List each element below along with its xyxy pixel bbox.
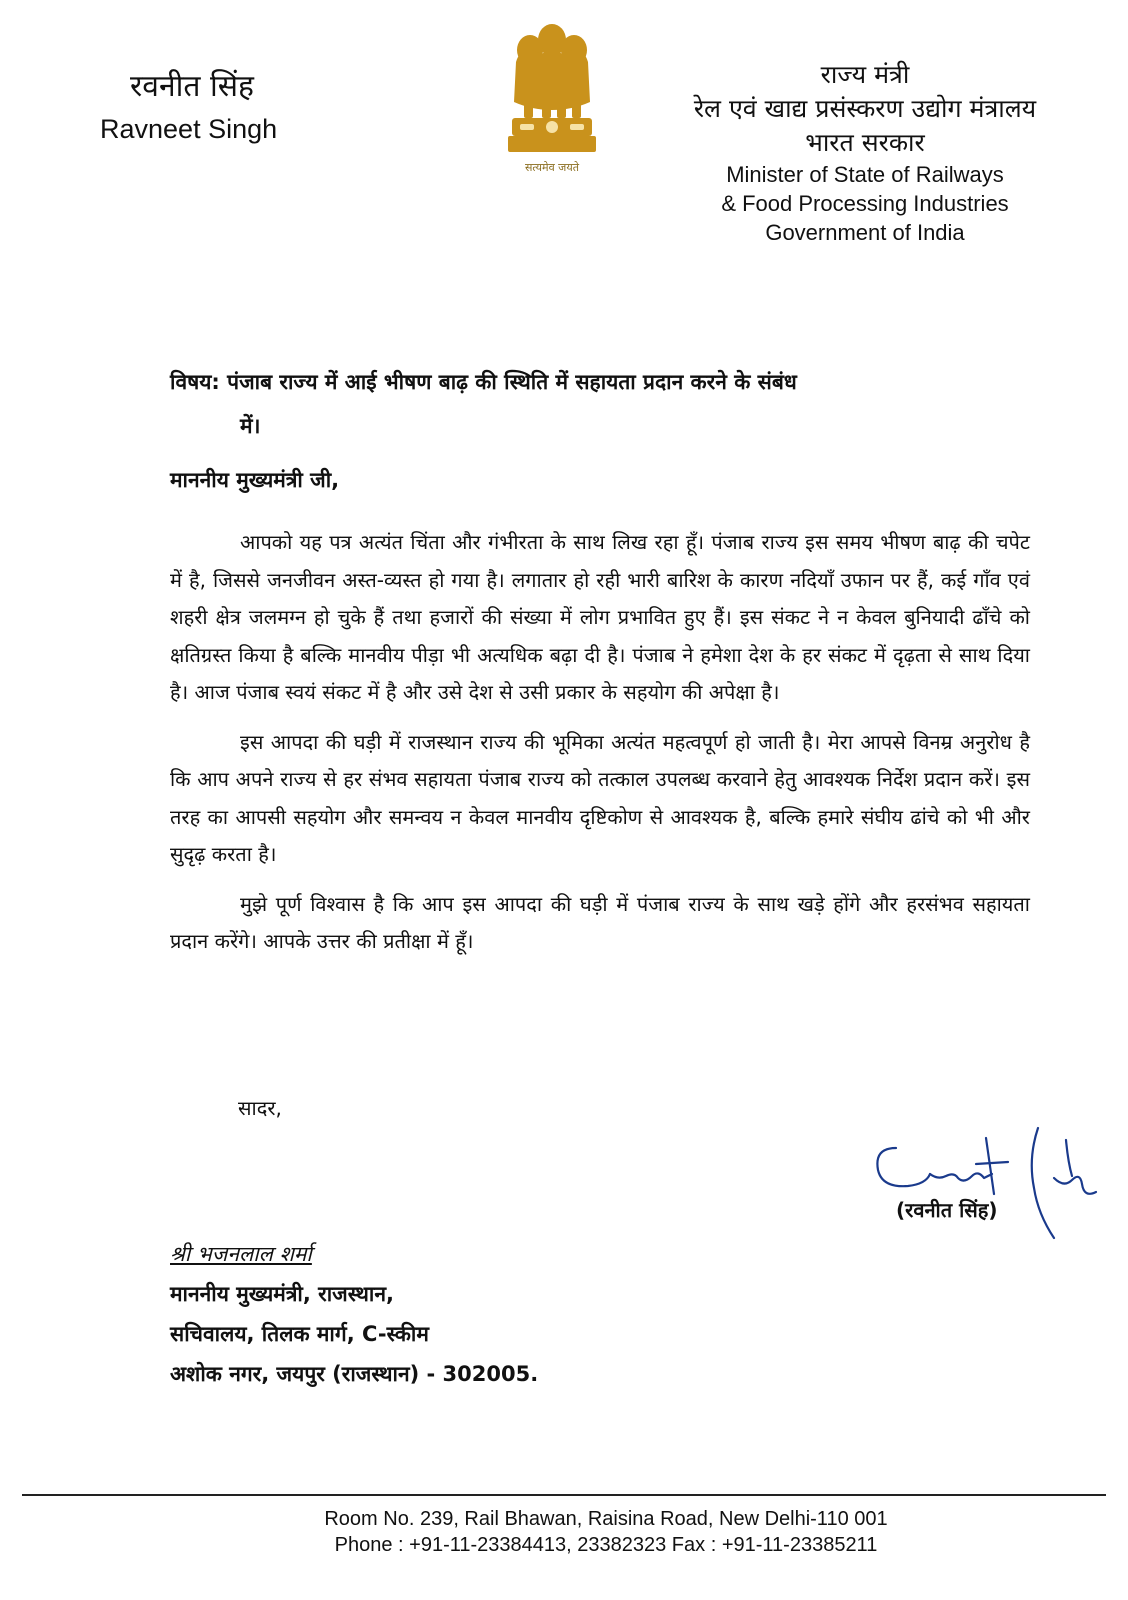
subject-line-2: में। — [240, 414, 261, 438]
recipient-line-1: माननीय मुख्यमंत्री, राजस्थान, — [170, 1282, 394, 1306]
designation-hindi-3: भारत सरकार — [805, 128, 925, 157]
sender-name-hindi: रवनीत सिंह — [130, 69, 254, 104]
signature-icon — [868, 1118, 1108, 1248]
footer-address: Room No. 239, Rail Bhawan, Raisina Road, New Delhi-110 001 — [324, 1508, 888, 1530]
designation-english-1: Minister of State of Railways — [726, 162, 1004, 187]
paragraph-1: आपको यह पत्र अत्यंत चिंता और गंभीरता के साथ लिख रहा हूँ। पंजाब राज्य इस समय भीषण बाढ़ की चपेट में है, जिससे जनजीवन अस्त-व्यस्त हो गया है। लगातार हो रही भारी बारिश के कारण नदियाँ उफान पर हैं, कई गाँव एवं शहरी क्षेत्र जलमग्न हो चुके हैं तथा हजारों की संख्या में लोग प्रभावित हुए हैं। इस संकट ने न केवल बुनियादी ढाँचे को क्षतिग्रस्त किया है बल्कि मानवीय पीड़ा भी अत्यधिक बढ़ा दी है। पंजाब ने हमेशा देश के हर संकट में दृढ़ता से साथ दिया है। आज पंजाब स्वयं संकट में है और उसे देश से उसी प्रकार के सहयोग की अपेक्षा है। — [170, 530, 1030, 704]
letter-subject — [170, 360, 1030, 448]
designation-block — [660, 58, 1070, 247]
paragraph-2: इस आपदा की घड़ी में राजस्थान राज्य की भूमिका अत्यंत महत्वपूर्ण हो जाती है। मेरा आपसे विनम्र अनुरोध है कि आप अपने राज्य से हर संभव सहायता पंजाब राज्य को तत्काल उपलब्ध करवाने हेतु आवश्यक निर्देश प्रदान करें। इस तरह का आपसी सहयोग और समन्वय न केवल मानवीय दृष्टिकोण से आवश्यक है, बल्कि हमारे संघीय ढांचे को भी और सुदृढ़ करता है। — [170, 729, 1030, 866]
handwritten-signature — [868, 1118, 1108, 1248]
designation-hindi-1: राज्य मंत्री — [820, 60, 910, 89]
recipient-line-3: अशोक नगर, जयपुर (राजस्थान) - 302005. — [170, 1362, 539, 1386]
signature-name: (रवनीत सिंह) — [896, 1198, 998, 1222]
closing: सादर, — [238, 1096, 282, 1120]
lion-capital-icon — [502, 20, 602, 158]
designation-hindi-2: रेल एवं खाद्य प्रसंस्करण उद्योग मंत्रालय — [693, 94, 1037, 123]
footer — [0, 1506, 1108, 1558]
letter-body — [170, 524, 1030, 973]
national-emblem — [502, 20, 602, 180]
recipient-name: श्री भजनलाल शर्मा — [170, 1242, 312, 1266]
footer-contact: Phone : +91-11-23384413, 23382323 Fax : +91-11-23385211 — [334, 1534, 878, 1556]
salutation: माननीय मुख्यमंत्री जी, — [170, 468, 340, 492]
emblem-motto: सत्यमेव जयते — [524, 161, 579, 174]
paragraph-3: मुझे पूर्ण विश्वास है कि आप इस आपदा की घड़ी में पंजाब राज्य के साथ खड़े होंगे और हरसंभव सहायता प्रदान करेंगे। आपके उत्तर की प्रतीक्षा में हूँ। — [170, 891, 1030, 953]
footer-divider — [22, 1494, 1106, 1496]
recipient-line-2: सचिवालय, तिलक मार्ग, C-स्कीम — [170, 1322, 429, 1346]
designation-english-2: & Food Processing Industries — [721, 191, 1009, 216]
designation-english-3: Government of India — [765, 220, 965, 245]
subject-line-1: विषय: पंजाब राज्य में आई भीषण बाढ़ की स्थिति में सहायता प्रदान करने के संबंध — [170, 370, 797, 394]
sender-name-english: Ravneet Singh — [100, 114, 278, 144]
